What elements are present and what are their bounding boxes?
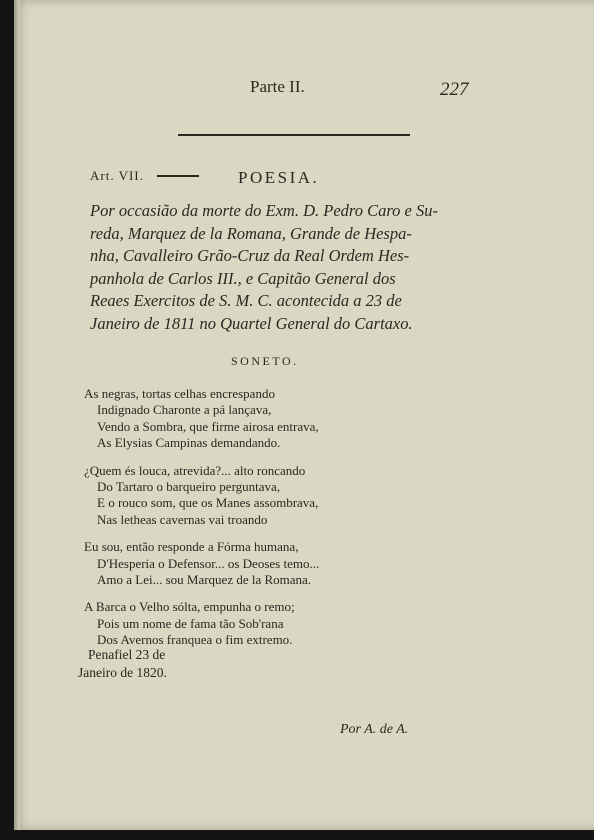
author-signature: Por A. de A. xyxy=(340,722,409,737)
poem-line: Do Tartaro o barqueiro perguntava, xyxy=(97,479,281,495)
article-label: Art. VII. xyxy=(90,168,144,183)
poem-line: As negras, tortas celhas encrespando xyxy=(84,386,275,401)
header-rule xyxy=(178,134,410,136)
intro-paragraph xyxy=(90,200,486,335)
page-gutter xyxy=(14,0,20,830)
date-line: Janeiro de 1820. xyxy=(78,665,167,680)
page-number: 227 xyxy=(440,79,469,100)
poem-line: Eu sou, então responde a Fórma humana, xyxy=(84,539,299,555)
poem-line: E o rouco som, que os Manes assombrava, xyxy=(97,495,319,511)
stanza xyxy=(84,463,404,529)
poem-line: A Barca o Velho sólta, empunha o remo; xyxy=(84,599,295,615)
place-date xyxy=(78,646,167,682)
article-dash xyxy=(157,175,199,177)
poem-line: Dos Avernos franquea o fim extremo. xyxy=(97,632,293,648)
poem-line: Nas letheas cavernas vai troando xyxy=(97,511,268,527)
intro-line: reda, Marquez de la Romana, Grande de Hespa- xyxy=(90,223,412,243)
place-line: Penafiel 23 de xyxy=(88,647,166,662)
intro-line: Janeiro de 1811 no Quartel General do Cartaxo. xyxy=(90,313,413,333)
sonnet xyxy=(84,386,404,660)
poem-line: Vendo a Sombra, que firme airosa entrava, xyxy=(97,418,319,434)
running-header: Parte II. xyxy=(250,77,305,96)
intro-line: Por occasião da morte do Exm. D. Pedro Caro e Su- xyxy=(90,201,438,220)
intro-line: panhola de Carlos III., e Capitão General dos xyxy=(90,268,396,288)
section-title: POESIA. xyxy=(238,168,320,187)
poem-line: Amo a Lei... sou Marquez de la Romana. xyxy=(97,572,312,588)
poem-line: D'Hesperia o Defensor... os Deoses temo... xyxy=(97,555,320,571)
poem-line: Indignado Charonte a pá lançava, xyxy=(97,402,272,418)
poem-line: Pois um nome de fama tão Sob'rana xyxy=(97,615,284,631)
intro-line: nha, Cavalleiro Grão-Cruz da Real Ordem Hes- xyxy=(90,246,410,265)
sonnet-title: SONETO. xyxy=(231,354,299,368)
intro-line: Reaes Exercitos de S. M. C. acontecida a 23 de xyxy=(90,291,402,310)
stanza xyxy=(84,539,404,588)
stanza xyxy=(84,599,404,648)
stanza xyxy=(84,386,404,452)
poem-line: ¿Quem és louca, atrevida?... alto roncando xyxy=(84,462,306,478)
poem-line: As Elysias Campinas demandando. xyxy=(97,435,281,451)
